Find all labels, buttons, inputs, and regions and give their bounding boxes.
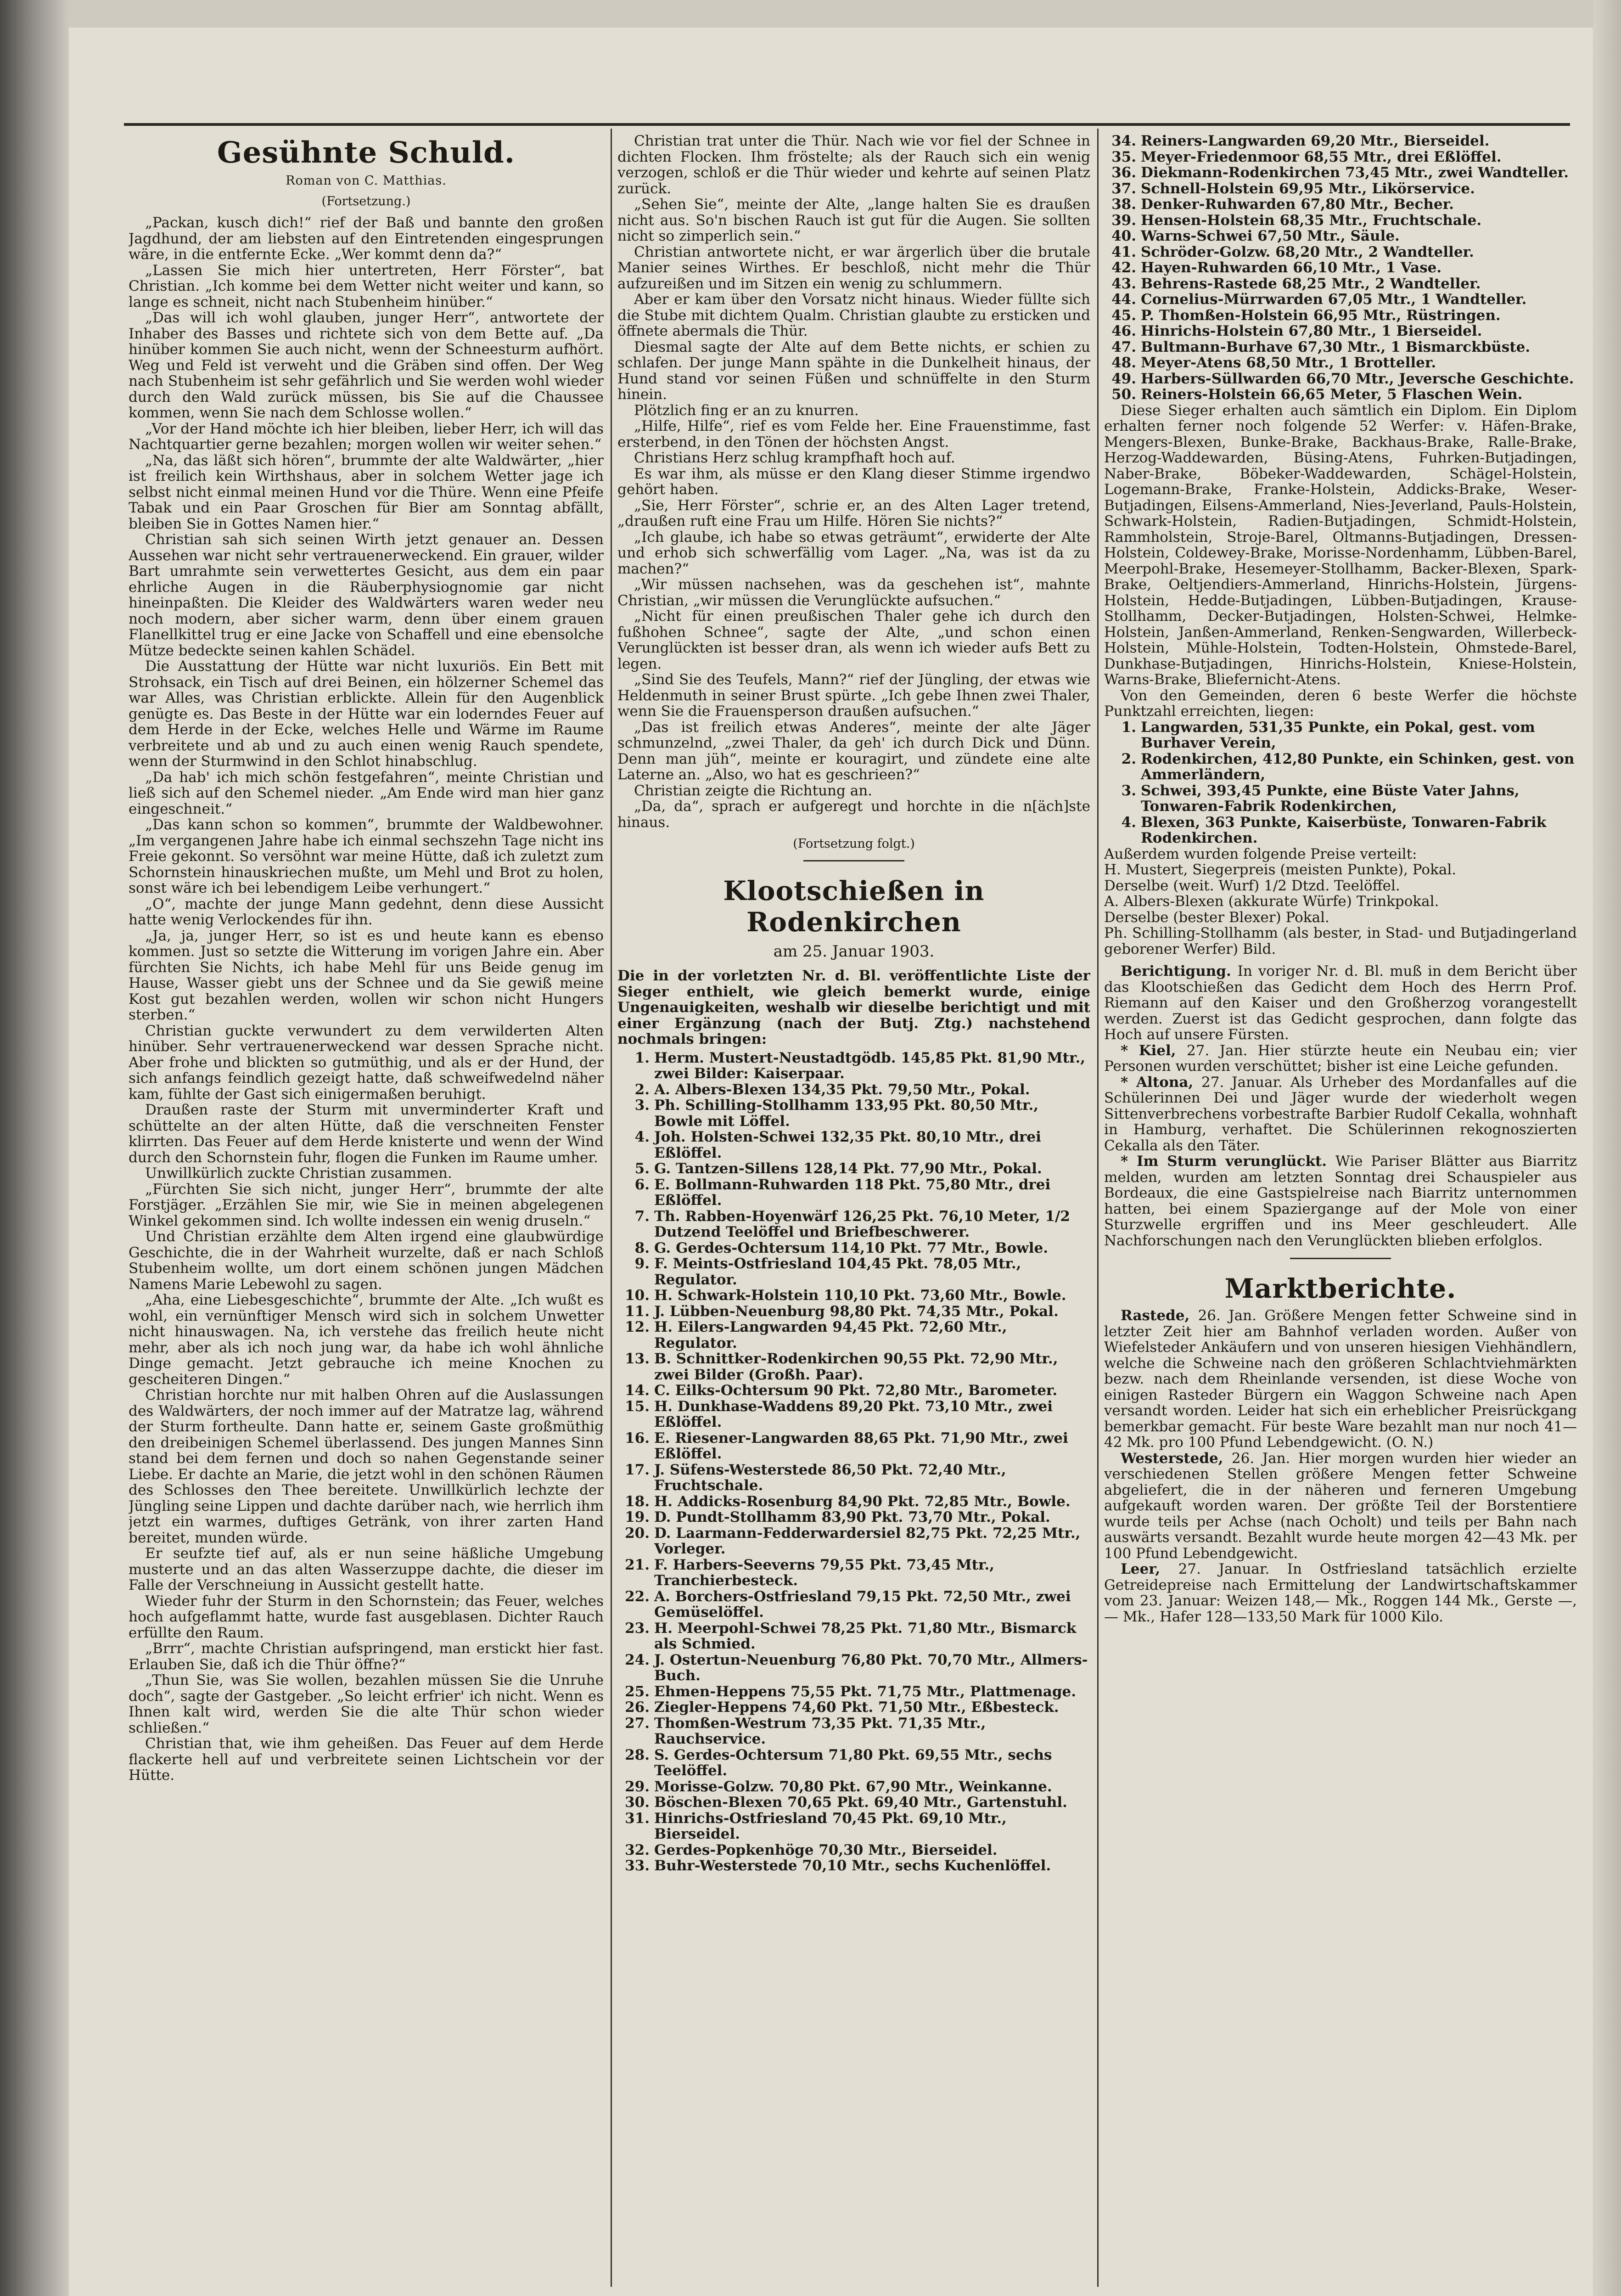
winner-entry xyxy=(1104,308,1577,324)
winner-entry xyxy=(617,1684,1090,1700)
novel-paragraph: Und Christian erzählte dem Alten irgend eine glaubwürdige Geschichte, die in der Wahrheit wurzelte, daß er nach Schloß Stubenheim wollte, um dort einem schönen jungen Mädchen Namens Marie Lebewohl zu sagen. xyxy=(129,1228,604,1293)
news-item xyxy=(1104,1154,1577,1249)
winner-entry xyxy=(617,1557,1090,1589)
winner-entry-number: 2. xyxy=(634,1081,650,1098)
winner-entry-text: Schröder-Golzw. 68,20 Mtr., 2 Wandteller. xyxy=(1141,243,1474,260)
column-divider-2 xyxy=(1097,129,1099,2287)
novel-text-continued xyxy=(617,133,1090,830)
winner-entry-text: Gerdes-Popkenhöge 70,30 Mtr., Bierseidel. xyxy=(654,1841,998,1858)
novel-paragraph: Christian guckte verwundert zu dem verwilderten Alten hinüber. Sehr vertrauenerweckend war dessen Sprache nicht. Aber frohe und blickten so gutmüthig, und als er der Hund, der sich anfangs feindlich gezeigt hatte, daß schweifwedelnd näher kam, fühlte der Gast sich einigermaßen beruhigt. xyxy=(129,1022,604,1103)
winner-entry-text: Hensen-Holstein 68,35 Mtr., Fruchtschale. xyxy=(1141,212,1482,229)
winner-entry xyxy=(1104,149,1577,165)
diploma-paragraph: Von den Gemeinden, deren 6 beste Werfer die höchste Punktzahl erreichten, liegen: xyxy=(1104,687,1577,720)
novel-paragraph: Christians Herz schlug krampfhaft hoch auf. xyxy=(634,450,955,466)
winner-entry-text: Th. Rabben-Hoyenwärf 126,25 Pkt. 76,10 Meter, 1/2 Dutzend Teelöffel und Briefbeschwerer. xyxy=(654,1208,1070,1240)
market-report-lead: Westerstede, xyxy=(1121,1450,1232,1467)
winner-entry-number: 3. xyxy=(634,1097,650,1114)
winner-entry-text: P. Thomßen-Holstein 66,95 Mtr., Rüstringen. xyxy=(1141,307,1501,324)
winner-entry-number: 4. xyxy=(634,1129,650,1145)
winner-entry xyxy=(1104,197,1577,213)
winner-entry-number: 26. xyxy=(625,1699,650,1716)
winner-entry xyxy=(617,1509,1090,1525)
novel-paragraph: Diesmal sagte der Alte auf dem Bette nichts, er schien zu schlafen. Der junge Mann spähte in die Dunkelheit hinaus, der Hund stand vor seinen Füßen und schnüffelte in den Sturm hinein. xyxy=(617,338,1090,403)
winner-entry-text: Meyer-Friedenmoor 68,55 Mtr., drei Eßlöffel. xyxy=(1141,148,1502,165)
prize-line: A. Albers-Blexen (akkurate Würfe) Trinkpokal. xyxy=(1104,893,1439,910)
column-serial-novel xyxy=(129,133,604,2296)
prize-line: Außerdem wurden folgende Preise verteilt: xyxy=(1104,845,1417,862)
winner-entry xyxy=(617,1161,1090,1177)
prize-line: H. Mustert, Siegerpreis (meisten Punkte), Pokal. xyxy=(1104,861,1457,878)
winner-entry xyxy=(617,1399,1090,1430)
community-entry-text: Schwei, 393,45 Punkte, eine Büste Vater Jahns, Tonwaren-Fabrik Rodenkirchen, xyxy=(1141,782,1520,815)
section-divider-2 xyxy=(1290,1258,1391,1259)
novel-paragraph: „Das ist freilich etwas Anderes“, meinte der alte Jäger schmunzelnd, „zwei Thaler, da geh' ich durch Dick und Dünn. Denn man jüh“, meinte er kouragirt, und zündete eine alte Laterne an. „Also, wo hat es geschrieen?“ xyxy=(617,719,1090,783)
winner-entry xyxy=(617,1050,1090,1082)
winner-entry-text: Hinrichs-Holstein 67,80 Mtr., 1 Bierseidel. xyxy=(1141,323,1482,339)
winner-entry-number: 15. xyxy=(625,1398,650,1415)
winner-entry-text: A. Borchers-Ostfriesland 79,15 Pkt. 72,50 Mtr., zwei Gemüselöffel. xyxy=(654,1588,1071,1621)
novel-paragraph: „Hilfe, Hilfe“, rief es vom Felde her. Eine Frauenstimme, fast ersterbend, in den Tönen der höchsten Angst. xyxy=(617,418,1090,450)
top-rule xyxy=(124,123,1570,126)
novel-paragraph: „Da hab' ich mich schön festgefahren“, meinte Christian und ließ sich auf den Schemel nieder. „Am Ende wird man hier ganz eingeschneit.“ xyxy=(129,769,604,817)
article-title: Klootschießen in Rodenkirchen xyxy=(723,875,985,938)
winner-entry-text: G. Tantzen-Sillens 128,14 Pkt. 77,90 Mtr., Pokal. xyxy=(654,1160,1042,1177)
winner-entry-text: Harbers-Süllwarden 66,70 Mtr., Jeversche Geschichte. xyxy=(1141,370,1574,387)
novel-to-be-continued: (Fortsetzung folgt.) xyxy=(793,837,915,851)
scan-right-edge xyxy=(1593,0,1621,2296)
market-reports xyxy=(1104,1308,1577,1625)
market-report-body: 26. Jan. Hier morgen wurden hier wieder an verschiedenen Stellen größere Mengen fetter Schweine abgeliefert, die in der näheren und ferneren Umgebung aufgekauft worden waren. Der größte Teil der Borstentiere wurde teils per Achse (nach Ocholt) und teils per Bahn nach auswärts versandt. Bezahlt wurde heute morgen 42—43 Mk. per 100 Pfund Lebendgewicht. xyxy=(1104,1450,1577,1562)
winner-entry xyxy=(617,1097,1090,1129)
novel-text xyxy=(129,215,604,1784)
winner-entry-text: Böschen-Blexen 70,65 Pkt. 69,40 Mtr., Gartenstuhl. xyxy=(654,1794,1067,1811)
winner-entry-number: 36. xyxy=(1111,164,1136,181)
market-report-lead: Rastede, xyxy=(1121,1307,1198,1324)
winner-entry xyxy=(617,1256,1090,1288)
novel-paragraph: Aber er kam über den Vorsatz nicht hinaus. Wieder füllte sich die Stube mit dichtem Qualm. Christian glaubte zu ersticken und öffnete abermals die Thür. xyxy=(617,291,1090,339)
winner-entry-text: S. Gerdes-Ochtersum 71,80 Pkt. 69,55 Mtr., sechs Teelöffel. xyxy=(654,1746,1052,1779)
winner-entry xyxy=(617,1747,1090,1779)
winner-entry-number: 8. xyxy=(634,1239,650,1256)
winner-entry-number: 9. xyxy=(634,1255,650,1272)
winner-entry-number: 41. xyxy=(1111,243,1136,260)
winner-entry-text: Denker-Ruhwarden 67,80 Mtr., Becher. xyxy=(1141,196,1454,213)
winner-entry-text: Ehmen-Heppens 75,55 Pkt. 71,75 Mtr., Plattmenage. xyxy=(654,1683,1077,1700)
section-divider xyxy=(803,860,904,861)
novel-paragraph: Unwillkürlich zuckte Christian zusammen. xyxy=(145,1165,452,1182)
winner-entry-text: Morisse-Golzw. 70,80 Pkt. 67,90 Mtr., Weinkanne. xyxy=(654,1778,1052,1795)
winner-entry xyxy=(617,1525,1090,1557)
winner-entry xyxy=(617,1494,1090,1510)
winner-entry-text: Warns-Schwei 67,50 Mtr., Säule. xyxy=(1141,228,1400,244)
winner-entry-number: 32. xyxy=(625,1841,650,1858)
community-entry xyxy=(1104,783,1577,815)
winner-entry-number: 43. xyxy=(1111,275,1136,292)
winner-entry xyxy=(617,1177,1090,1209)
novel-title: Gesühnte Schuld. xyxy=(217,135,516,170)
news-item-body: In voriger Nr. d. Bl. muß in dem Bericht über das Klootschießen das Gedicht dem Hoch des Herrn Prof. Riemann auf den Kaiser und den Großherzog vorangestellt werden. Zuerst ist das Gedicht gesprochen, dann folgte das Hoch auf unsere Fürsten. xyxy=(1104,963,1577,1043)
novel-paragraph: Plötzlich fing er an zu knurren. xyxy=(634,402,859,419)
market-report xyxy=(1104,1308,1577,1451)
prize-line: Derselbe (bester Blexer) Pokal. xyxy=(1104,909,1329,926)
winner-entry xyxy=(617,1288,1090,1304)
market-report xyxy=(1104,1451,1577,1562)
novel-paragraph: „Ja, ja, junger Herr, so ist es und heute kann es ebenso kommen. Just so setzte die Witterung im vorigen Jahre ein. Aber fürchten Sie Nichts, ich habe Mehl für uns Beide genug im Hause, Wasser giebt uns der Schnee und da Sie gewiß meine Kost gut bezahlen werden, wollen wir schon nicht Hungers sterben.“ xyxy=(129,927,604,1023)
diploma-paragraph: Diese Sieger erhalten auch sämtlich ein Diplom. Ein Diplom erhalten ferner noch folgende 52 Werfer: v. Häfen-Brake, Mengers-Blexen, Bunke-Brake, Backhaus-Brake, Ralle-Brake, Herzog-Waddewarden, Büsing-Atens, Fuhrken-Butjadingen, Naber-Brake, Böbeker-Waddewarden, Schägel-Holstein, Logemann-Brake, Franke-Holstein, Addicks-Brake, Weser-Butjadingen, Eilsens-Ammerland, Nies-Jeverland, Pauls-Holstein, Schwark-Holstein, Radien-Butjadingen, Schmidt-Holstein, Rammholstein, Stroje-Barel, Oltmanns-Butjadingen, Dressen-Holstein, Coldewey-Brake, Morisse-Nordenhamm, Lübben-Barel, Meerpohl-Brake, Hesemeyer-Stollhamm, Backer-Blexen, Spark-Brake, Oeltjendiers-Ammerland, Hinrichs-Holstein, Jürgens-Holstein, Hedde-Butjadingen, Lübben-Butjadingen, Krause-Stollhamm, Decker-Butjadingen, Holsten-Schwei, Helmke-Holstein, Janßen-Ammerland, Renken-Sengwarden, Willerbeck-Holstein, Mühle-Holstein, Todten-Holstein, Ohmstede-Barel, Dunkhase-Butjadingen, Hinrichs-Holstein, Kniese-Holstein, Warns-Brake, Bliefernicht-Atens. xyxy=(1104,402,1577,688)
news-item-body: 27. Jan. Hier stürzte heute ein Neubau ein; vier Personen wurden verschüttet; bisher ist eine Leiche gefunden. xyxy=(1104,1042,1577,1075)
community-entry-number: 4. xyxy=(1121,814,1136,831)
winner-entry xyxy=(617,1351,1090,1383)
winner-entry-text: H. Addicks-Rosenburg 84,90 Pkt. 72,85 Mtr., Bowle. xyxy=(654,1493,1071,1510)
novel-paragraph: „Das kann schon so kommen“, brummte der Waldbewohner. „Im vergangenen Jahre habe ich einmal sechszehn Tage nicht ins Freie gekonnt. So versöhnt war meine Hütte, daß ich zuletzt zum Schornstein hinauskriechen mußte, um Mehl und Brot zu holen, sonst wäre ich bei lebendigem Leibe verhungert.“ xyxy=(129,816,604,896)
novel-paragraph: „Das will ich wohl glauben, junger Herr“, antwortete der Inhaber des Basses und richtete sich von dem Bette auf. „Da hinüber kommen Sie auch nicht, wenn der Schneesturm aufhört. Weg und Feld ist verweht und die Gräben sind offen. Der Weg nach Stubenheim ist sehr gefährlich und Sie werden wohl wieder durch den Wald zurück müssen, bis Sie auf die Chaussee kommen, wenn Sie nach dem Schlosse wollen.“ xyxy=(129,310,604,421)
winner-entry xyxy=(1104,387,1577,403)
winner-entry xyxy=(617,1082,1090,1098)
winner-entry xyxy=(617,1430,1090,1462)
winner-entry-number: 5. xyxy=(634,1160,650,1177)
winner-entry-text: Reiners-Holstein 66,65 Meter, 5 Flaschen Wein. xyxy=(1141,386,1523,403)
winner-entry-number: 25. xyxy=(625,1683,650,1700)
winner-entry-text: D. Laarmann-Fedderwardersiel 82,75 Pkt. 72,25 Mtr., Vorleger. xyxy=(654,1525,1081,1557)
winner-entry xyxy=(1104,260,1577,276)
winner-entry xyxy=(1104,355,1577,371)
winner-entry xyxy=(1104,323,1577,339)
winner-entry xyxy=(1104,339,1577,355)
novel-byline: Roman von C. Matthias. xyxy=(286,174,447,188)
market-report-body: 27. Januar. In Ostfriesland tatsächlich erzielte Getreidepreise nach Ermittelung der Landwirtschaftskammer vom 23. Januar: Weizen 148,— Mk., Roggen 144 Mk., Gerste —,— Mk., Hafer 128—133,50 Mark für 1000 Kilo. xyxy=(1104,1561,1577,1625)
winner-entry-text: Reiners-Langwarden 69,20 Mtr., Bierseidel. xyxy=(1141,133,1490,149)
winner-entry-number: 46. xyxy=(1111,323,1136,339)
winner-entry-number: 7. xyxy=(634,1208,650,1225)
extra-prizes xyxy=(1104,846,1577,957)
community-ranking xyxy=(1104,720,1577,846)
community-entry-number: 2. xyxy=(1121,750,1136,767)
winner-entry xyxy=(617,1716,1090,1747)
novel-paragraph: „Ich glaube, ich habe so etwas geträumt“, erwiderte der Alte und erhob sich schwerfällig vom Lager. „Na, was ist da zu machen?“ xyxy=(617,529,1090,577)
winner-entry-text: Buhr-Westerstede 70,10 Mtr., sechs Kuchenlöffel. xyxy=(654,1857,1051,1874)
winner-entry-number: 47. xyxy=(1111,338,1136,355)
community-entry-number: 1. xyxy=(1121,719,1136,736)
winner-entry-number: 17. xyxy=(625,1461,650,1478)
winner-entry xyxy=(1104,276,1577,292)
novel-paragraph: „Sind Sie des Teufels, Mann?“ rief der Jüngling, der etwas wie Heldenmuth in seiner Brust spürte. „Ich gebe Ihnen zwei Thaler, wenn Sie die Frauensperson draußen aufsuchen.“ xyxy=(617,671,1090,720)
winner-entry xyxy=(617,1652,1090,1684)
winner-entry-text: Ziegler-Heppens 74,60 Pkt. 71,50 Mtr., Eßbesteck. xyxy=(654,1699,1059,1716)
winner-entry-number: 48. xyxy=(1111,355,1136,371)
winner-entry xyxy=(1104,181,1577,197)
winner-entry-number: 10. xyxy=(625,1287,650,1304)
winner-entry-number: 28. xyxy=(625,1746,650,1763)
novel-paragraph: „O“, machte der junge Mann gedehnt, denn diese Aussicht hatte wenig Verlockendes für ihn. xyxy=(129,895,604,928)
community-entry-text: Blexen, 363 Punkte, Kaiserbüste, Tonwaren-Fabrik Rodenkirchen. xyxy=(1141,814,1547,846)
winner-entry-text: G. Gerdes-Ochtersum 114,10 Pkt. 77 Mtr., Bowle. xyxy=(654,1239,1048,1256)
novel-paragraph: „Sehen Sie“, meinte der Alte, „lange halten Sie es draußen nicht aus. So'n bischen Rauch ist gut für die Augen. Sie sollten nicht so zimperlich sein.“ xyxy=(617,196,1090,244)
winner-entry-text: Hayen-Ruhwarden 66,10 Mtr., 1 Vase. xyxy=(1141,259,1442,276)
article-intro: Die in der vorletzten Nr. d. Bl. veröffentlichte Liste der Sieger enthielt, wie gleich bemerkt wurde, einige Ungenauigkeiten, weshalb wir dieselbe berichtigt und mit einer Ergänzung (nach der Butj. Ztg.) nachstehend nochmals bringen: xyxy=(617,968,1090,1047)
winner-entry xyxy=(617,1209,1090,1240)
winner-entry-text: H. Eilers-Langwarden 94,45 Pkt. 72,60 Mtr., Regulator. xyxy=(654,1319,1007,1351)
news-item-body: 27. Januar. Als Urheber des Mordanfalles auf die Schülerinnen Dei und Jäger wurde der wiederholt wegen Sittenverbrechens vorbestrafte Barbier Rudolf Cekalla, wohnhaft in Hamburg, verhaftet. Die Schülerinnen rekognoszierten Cekalla als den Täter. xyxy=(1104,1074,1577,1154)
winner-entry-number: 39. xyxy=(1111,212,1136,229)
winner-entry-text: A. Albers-Blexen 134,35 Pkt. 79,50 Mtr., Pokal. xyxy=(654,1081,1030,1098)
novel-paragraph: Er seufzte tief auf, als er nun seine häßliche Umgebung musterte und an das alten Wasserzuppe dachte, die dieser im Falle der Verschneiung in Aussicht gestellt hatte. xyxy=(129,1545,604,1593)
winner-entry-text: H. Meerpohl-Schwei 78,25 Pkt. 71,80 Mtr., Bismarck als Schmied. xyxy=(654,1620,1077,1652)
news-item-lead: * Kiel, xyxy=(1121,1042,1187,1059)
novel-paragraph: „Lassen Sie mich hier untertreten, Herr Förster“, bat Christian. „Ich komme bei dem Wetter nicht weiter und kann, so lange es schneit, nicht nach Stubenheim hinüber.“ xyxy=(129,262,604,310)
winner-entry-number: 45. xyxy=(1111,307,1136,324)
community-entry-number: 3. xyxy=(1121,782,1136,799)
winner-entry-number: 23. xyxy=(625,1620,650,1637)
column-divider-1 xyxy=(611,129,612,2287)
winner-entry-text: E. Bollmann-Ruhwarden 118 Pkt. 75,80 Mtr., drei Eßlöffel. xyxy=(654,1176,1051,1209)
news-item xyxy=(1104,1043,1577,1075)
novel-paragraph: Christian that, wie ihm geheißen. Das Feuer auf dem Herde flackerte hell auf und verbreitete seinen Lichtschein vor der Hütte. xyxy=(129,1735,604,1784)
winners-list-continued xyxy=(1104,133,1577,403)
winner-entry-number: 44. xyxy=(1111,291,1136,308)
winner-entry-number: 40. xyxy=(1111,228,1136,244)
news-item xyxy=(1104,1075,1577,1154)
winner-entry-number: 21. xyxy=(625,1556,650,1573)
winner-entry-text: F. Harbers-Seeverns 79,55 Pkt. 73,45 Mtr., Tranchierbesteck. xyxy=(654,1556,995,1589)
community-entry xyxy=(1104,720,1577,751)
winner-entry-number: 14. xyxy=(625,1382,650,1399)
winner-entry-text: Bultmann-Burhave 67,30 Mtr., 1 Bismarckbüste. xyxy=(1141,338,1531,355)
winner-entry xyxy=(1104,213,1577,229)
winner-entry-text: J. Lübben-Neuenburg 98,80 Pkt. 74,35 Mtr., Pokal. xyxy=(654,1303,1059,1320)
community-entry xyxy=(1104,815,1577,846)
novel-paragraph: „Packan, kusch dich!“ rief der Baß und bannte den großen Jagdhund, der am liebsten auf den Eintretenden eingesprungen wäre, in die entfernte Ecke. „Wer kommt denn da?“ xyxy=(129,214,604,263)
winner-entry-text: Thomßen-Westrum 73,35 Pkt. 71,35 Mtr., Rauchservice. xyxy=(654,1715,986,1747)
winner-entry xyxy=(617,1240,1090,1256)
winner-entry-text: C. Eilks-Ochtersum 90 Pkt. 72,80 Mtr., Barometer. xyxy=(654,1382,1058,1399)
winner-entry xyxy=(617,1304,1090,1320)
winner-entry-text: F. Meints-Ostfriesland 104,45 Pkt. 78,05 Mtr., Regulator. xyxy=(654,1255,1021,1288)
winner-entry xyxy=(617,1858,1090,1874)
community-entry-text: Rodenkirchen, 412,80 Punkte, ein Schinken, gest. von Ammerländern, xyxy=(1141,750,1575,783)
scan-binding-shadow xyxy=(0,0,69,2296)
novel-paragraph: Wieder fuhr der Sturm in den Schornstein; das Feuer, welches hoch aufgeflammt hatte, wurde fast ausgeblasen. Dichter Rauch erfüllte den Raum. xyxy=(129,1593,604,1641)
news-item xyxy=(1104,963,1577,1043)
winner-entry xyxy=(617,1621,1090,1652)
winner-entry xyxy=(617,1319,1090,1351)
winner-entry-number: 49. xyxy=(1111,370,1136,387)
winner-entry-number: 30. xyxy=(625,1794,650,1811)
winner-entry-number: 24. xyxy=(625,1651,650,1668)
novel-paragraph: „Wir müssen nachsehen, was da geschehen ist“, mahnte Christian, „wir müssen die Verunglückte aufsuchen.“ xyxy=(617,576,1090,609)
news-items xyxy=(1104,963,1577,1249)
winner-entry-text: Behrens-Rastede 68,25 Mtr., 2 Wandteller. xyxy=(1141,275,1481,292)
winner-entry-number: 31. xyxy=(625,1810,650,1827)
winner-entry xyxy=(1104,228,1577,244)
winner-entry xyxy=(617,1842,1090,1858)
market-title: Marktberichte. xyxy=(1224,1273,1457,1304)
winner-entry-text: D. Pundt-Stollhamm 83,90 Pkt. 73,70 Mtr., Pokal. xyxy=(654,1509,1050,1525)
winner-entry-number: 27. xyxy=(625,1715,650,1732)
winner-entry-text: J. Ostertun-Neuenburg 76,80 Pkt. 70,70 Mtr., Allmers-Buch. xyxy=(654,1651,1088,1684)
winner-entry xyxy=(1104,133,1577,149)
winner-entry-number: 12. xyxy=(625,1319,650,1335)
winner-entry xyxy=(617,1383,1090,1399)
winner-entry xyxy=(617,1699,1090,1716)
winner-entry-text: Diekmann-Rodenkirchen 73,45 Mtr., zwei Wandteller. xyxy=(1141,164,1569,181)
novel-paragraph: „Thun Sie, was Sie wollen, bezahlen müssen Sie die Unruhe doch“, sagte der Gastgeber. „So leicht erfrier' ich nicht. Wenn es Ihnen kalt wird, werden Sie die alte Thür schon wieder schließen.“ xyxy=(129,1672,604,1736)
winner-entry-text: Cornelius-Mürrwarden 67,05 Mtr., 1 Wandteller. xyxy=(1141,291,1527,308)
winner-entry xyxy=(617,1129,1090,1161)
winner-entry-number: 29. xyxy=(625,1778,650,1795)
winner-entry-text: Herm. Mustert-Neustadtgödb. 145,85 Pkt. 81,90 Mtr., zwei Bilder: Kaiserpaar. xyxy=(654,1049,1086,1082)
winner-entry-number: 35. xyxy=(1111,148,1136,165)
prize-line: Ph. Schilling-Stollhamm (als bester, in Stad- und Butjadingerland geborener Werfer) Bild. xyxy=(1104,925,1577,957)
novel-paragraph: Christian sah sich seinen Wirth jetzt genauer an. Dessen Aussehen war nicht sehr vertrauenerweckend. Ein grauer, wilder Bart umrahmte sein verwettertes Gesicht, aus dem ein paar ehrliche Augen in die Räuberphysiognomie gar nicht hineinpaßten. Die Kleider des Waldwärters waren weder neu noch modern, aber sicher warm, denn über einem grauen Flanellkittel trug er eine Jacke von Schaffell und eine ebensolche Mütze bedeckte seinen kahlen Schädel. xyxy=(129,531,604,659)
news-item-lead: * Altona, xyxy=(1121,1074,1202,1091)
novel-paragraph: Die Ausstattung der Hütte war nicht luxuriös. Ein Bett mit Strohsack, ein Tisch auf drei Beinen, ein hölzerner Schemel das war Alles, was Christian erblickte. Allein für den Augenblick genügte es. Das Beste in der Hütte war ein loderndes Feuer auf dem Herde in der Ecke, welches Helle und Wärme im Raume verbreitete und ab und zu auch einen wenig Rauch spendete, wenn der Sturmwind in den Schlot hinabschlug. xyxy=(129,658,604,770)
novel-paragraph: Es war ihm, als müsse er den Klang dieser Stimme irgendwo gehört haben. xyxy=(617,465,1090,498)
winner-entry-number: 38. xyxy=(1111,196,1136,213)
winner-entry-number: 1. xyxy=(634,1049,650,1066)
novel-paragraph: Christian antwortete nicht, er war ärgerlich über die brutale Manier seines Wirthes. Er beschloß, nicht mehr die Thür aufzureißen und im Sitzen ein wenig zu schlummern. xyxy=(617,243,1090,292)
winner-entry-number: 22. xyxy=(625,1588,650,1605)
winner-entry xyxy=(617,1795,1090,1811)
news-item-lead: Berichtigung. xyxy=(1121,963,1238,979)
novel-paragraph: „Na, das läßt sich hören“, brummte der alte Waldwärter, „hier ist freilich kein Wirthshaus, aber in solchem Wetter jage ich selbst nicht einmal meinen Hund vor die Thüre. Wenn eine Pfeife Tabak und ein Paar Groschen für Bier am Sonntag abfällt, bleiben Sie in Gottes Namen hier.“ xyxy=(129,452,604,532)
market-report-body: 26. Jan. Größere Mengen fetter Schweine sind in letzter Zeit hier am Bahnhof verladen worden. Außer von Wiefelsteder Ankäufern und von unseren hiesigen Viehhändlern, welche die Schweine nach den größeren Schlachtviehmärkten bezw. nach dem Rheinlande versenden, ist diese Woche von einigen Rasteder Bürgern ein Waggon Schweine nach Apen versandt worden. Leider hat sich ein erheblicher Preisrückgang bemerkbar gemacht. Für beste Ware bezahlt man nur noch 41—42 Mk. pro 100 Pfund Lebendgewicht. (O. N.) xyxy=(1104,1307,1577,1451)
novel-paragraph: Christian trat unter die Thür. Nach wie vor fiel der Schnee in dichten Flocken. Ihm fröstelte; als der Rauch sich ein wenig verzogen, schloß er die Thür wieder und kehrte auf seinen Platz zurück. xyxy=(617,133,1090,197)
winner-entry-number: 16. xyxy=(625,1429,650,1446)
novel-paragraph: Draußen raste der Sturm mit unverminderter Kraft und schüttelte an der alten Hütte, daß die verschneiten Fenster klirrten. Das Feuer auf dem Herde knisterte und wenn der Wind durch den Schornstein fuhr, flogen die Funken im Raume umher. xyxy=(129,1102,604,1166)
column-middle xyxy=(617,133,1090,2296)
winner-entry-text: Joh. Holsten-Schwei 132,35 Pkt. 80,10 Mtr., drei Eßlöffel. xyxy=(654,1129,1041,1161)
winner-entry-text: Schnell-Holstein 69,95 Mtr., Likörservice. xyxy=(1141,180,1475,197)
winner-entry xyxy=(1104,292,1577,308)
news-item-body: Wie Pariser Blätter aus Biarritz melden, wurden am letzten Sonntag drei Schauspieler aus Bordeaux, die eine Gastspielreise nach Biarritz unternommen hatten, bei einem Spaziergange auf der Mole von einer Sturzwelle ergriffen und ins Meer geschleudert. Alle Nachforschungen nach den Verunglückten blieben erfolglos. xyxy=(1104,1153,1577,1249)
novel-paragraph: „Sie, Herr Förster“, schrie er, an des Alten Lager tretend, „draußen ruft eine Frau um Hilfe. Hören Sie nichts?“ xyxy=(617,497,1090,529)
winner-entry-number: 42. xyxy=(1111,259,1136,276)
winner-entry-number: 50. xyxy=(1111,386,1136,403)
winner-entry-number: 34. xyxy=(1111,133,1136,149)
winner-entry-number: 6. xyxy=(634,1176,650,1193)
market-report xyxy=(1104,1561,1577,1625)
community-entry-text: Langwarden, 531,35 Punkte, ein Pokal, gest. vom Burhaver Verein, xyxy=(1141,719,1535,751)
winner-entry xyxy=(1104,371,1577,387)
winner-entry-text: Hinrichs-Ostfriesland 70,45 Pkt. 69,10 Mtr., Bierseidel. xyxy=(654,1810,1007,1842)
winner-entry-text: B. Schnittker-Rodenkirchen 90,55 Pkt. 72,90 Mtr., zwei Bilder (Großh. Paar). xyxy=(654,1351,1058,1383)
winner-entry xyxy=(617,1779,1090,1795)
winner-entry-text: Meyer-Atens 68,50 Mtr., 1 Brotteller. xyxy=(1141,355,1436,371)
market-report-lead: Leer, xyxy=(1121,1561,1178,1577)
novel-continuation-note: (Fortsetzung.) xyxy=(321,194,411,208)
novel-paragraph: „Da, da“, sprach er aufgeregt und horchte in die n[äch]ste hinaus. xyxy=(617,798,1090,831)
winner-entry-text: J. Süfens-Westerstede 86,50 Pkt. 72,40 Mtr., Fruchtschale. xyxy=(654,1461,1006,1494)
novel-paragraph: „Fürchten Sie sich nicht, junger Herr“, brummte der alte Forstjäger. „Erzählen Sie mir, wie Sie in meinen abgelegenen Winkel gekommen sind. Ich wollte indessen ein wenig druseln.“ xyxy=(129,1181,604,1229)
winner-entry-number: 33. xyxy=(625,1857,650,1874)
winner-entry-number: 13. xyxy=(625,1351,650,1367)
novel-paragraph: Christian horchte nur mit halben Ohren auf die Auslassungen des Waldwärters, der noch immer auf der Matratze lag, während der Sturm fortheulte. Dann hatte er, seinem Gaste großmüthig den dreibeinigen Schemel überlassend. Des jungen Mannes Sinn stand bei dem fernen und doch so nahen Gegenstande seiner Liebe. Er dachte an Marie, die jetzt wohl in den schönen Räumen des Schlosses den Thee bereitete. Unwillkürlich lechzte der Jüngling seine Lippen und dachte darüber nach, wie herrlich ihm jetzt ein warmes, duftiges Getränk, von ihrer zarten Hand bereitet, munden würde. xyxy=(129,1387,604,1546)
novel-paragraph: „Aha, eine Liebesgeschichte“, brummte der Alte. „Ich wußt es wohl, ein vernünftiger Mensch wird sich in solchem Unwetter nicht hinauswagen. Na, ich verstehe das freilich heute nicht mehr, aber als ich noch jung war, da habe ich wohl ähnliche Dinge gemacht. Jetzt gebrauche ich meine Knochen zu gescheiteren Dingen.“ xyxy=(129,1292,604,1388)
winner-entry xyxy=(617,1811,1090,1842)
winners-list xyxy=(617,1050,1090,1874)
winner-entry-number: 37. xyxy=(1111,180,1136,197)
column-right xyxy=(1104,133,1577,2296)
winner-entry-text: H. Schwark-Holstein 110,10 Pkt. 73,60 Mtr., Bowle. xyxy=(654,1287,1066,1304)
winner-entry xyxy=(1104,165,1577,181)
winner-entry xyxy=(617,1462,1090,1494)
novel-paragraph: Christian zeigte die Richtung an. xyxy=(634,782,873,799)
winner-entry-text: Ph. Schilling-Stollhamm 133,95 Pkt. 80,50 Mtr., Bowle mit Löffel. xyxy=(654,1097,1039,1130)
winner-entry-number: 20. xyxy=(625,1525,650,1542)
winner-entry-number: 11. xyxy=(625,1303,650,1320)
winner-entry-number: 18. xyxy=(625,1493,650,1510)
winner-entry-text: E. Riesener-Langwarden 88,65 Pkt. 71,90 Mtr., zwei Eßlöffel. xyxy=(654,1429,1068,1462)
winner-entry xyxy=(1104,244,1577,260)
novel-paragraph: „Vor der Hand möchte ich hier bleiben, lieber Herr, ich will das Nachtquartier gerne bezahlen; morgen wollen wir weiter sehen.“ xyxy=(129,420,604,453)
novel-paragraph: „Brrr“, machte Christian aufspringend, man erstickt hier fast. Erlauben Sie, daß ich die Thür öffne?“ xyxy=(129,1640,604,1673)
article-date: am 25. Januar 1903. xyxy=(773,942,935,961)
winner-entry xyxy=(617,1589,1090,1621)
winner-entry-text: H. Dunkhase-Waddens 89,20 Pkt. 73,10 Mtr., zwei Eßlöffel. xyxy=(654,1398,1053,1430)
news-item-lead: * Im Sturm verunglückt. xyxy=(1121,1153,1335,1170)
diploma-paragraphs xyxy=(1104,403,1577,720)
novel-paragraph: „Nicht für einen preußischen Thaler gehe ich durch den fußhohen Schnee“, sagte der Alte, „und schon einen Verunglückten ist besser dran, als wenn ich wieder aufs Bett zu legen. xyxy=(617,608,1090,672)
prize-line: Derselbe (weit. Wurf) 1/2 Dtzd. Teelöffel. xyxy=(1104,877,1400,894)
winner-entry-number: 19. xyxy=(625,1509,650,1525)
community-entry xyxy=(1104,751,1577,783)
